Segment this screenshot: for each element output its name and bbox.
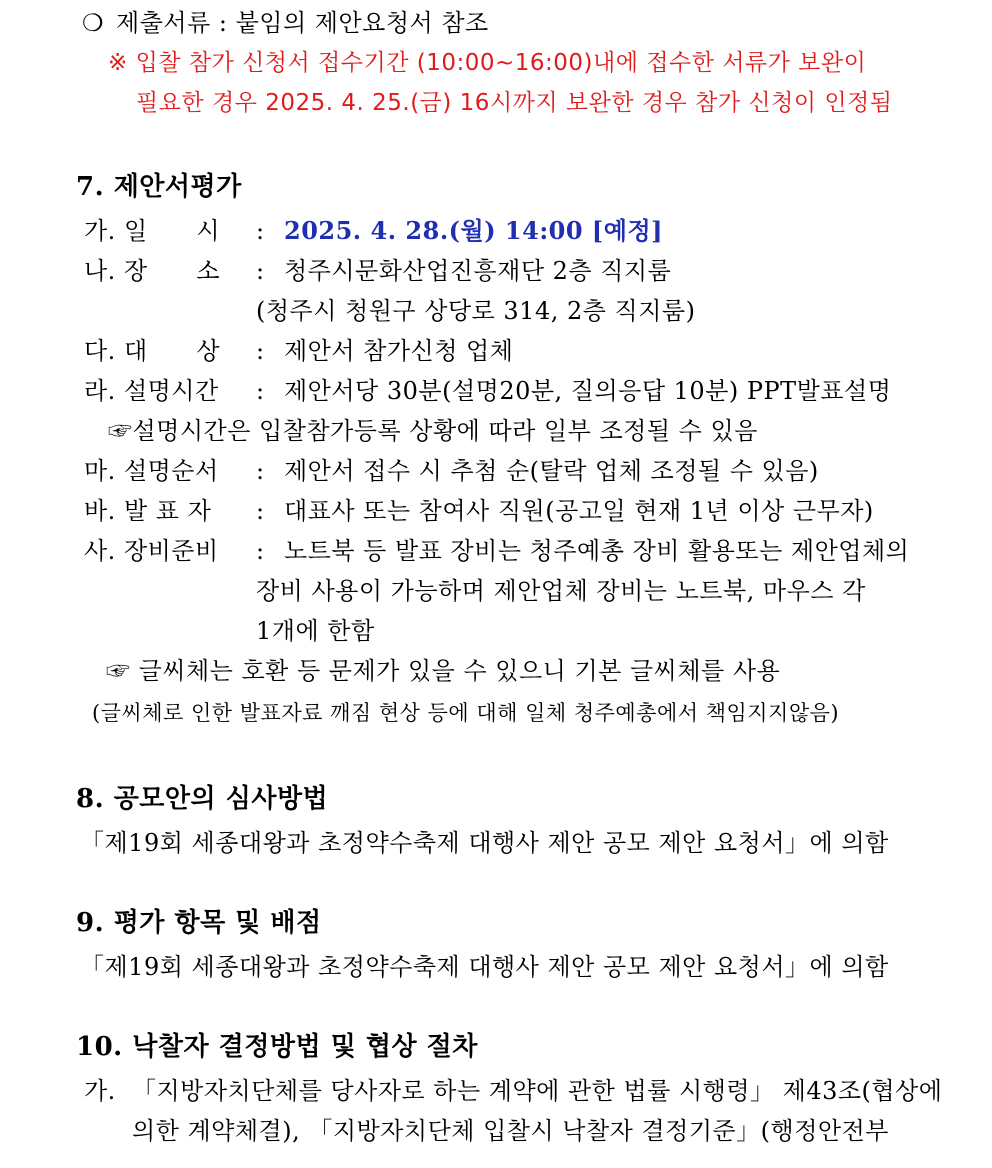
- eval-place-value: 청주시문화산업진흥재단 2층 직지룸: [284, 257, 672, 285]
- eval-order-row: 마. 설명순서 : 제안서 접수 시 추첨 순(탈락 업체 조정될 수 있음): [84, 454, 819, 488]
- notice-line-2: 필요한 경우 2025. 4. 25.(금) 16시까지 보완한 경우 참가 신청이 인정됨: [136, 90, 893, 116]
- font-note-1: ☞ 글씨체는 호환 등 문제가 있을 수 있으니 기본 글씨체를 사용: [106, 657, 781, 685]
- eval-target-value: 제안서 참가신청 업체: [284, 337, 514, 365]
- eval-place-address: (청주시 청원구 상당로 314, 2층 직지룸): [256, 297, 696, 325]
- eval-time-note: ☞설명시간은 입찰참가등록 상황에 따라 일부 조정될 수 있음: [108, 417, 758, 445]
- eval-order-value: 제안서 접수 시 추첨 순(탈락 업체 조정될 수 있음): [284, 457, 819, 485]
- eval-order-label: 마. 설명순서: [84, 457, 219, 485]
- eval-equipment-value: 노트북 등 발표 장비는 청주예총 장비 활용또는 제안업체의: [284, 537, 910, 565]
- eval-time-label: 라. 설명시간: [84, 377, 219, 405]
- section-10-item-label: 가.: [84, 1077, 116, 1105]
- eval-date-value: 2025. 4. 28.(월) 14:00 [예정]: [284, 216, 664, 245]
- eval-place-row: 나. 장 소 : 청주시문화산업진흥재단 2층 직지룸: [84, 254, 671, 288]
- section-9-title: 9. 평가 항목 및 배점: [76, 908, 322, 938]
- section-8-body: 「제19회 세종대왕과 초정약수축제 대행사 제안 공모 제안 요청서」에 의함: [80, 829, 889, 857]
- section-10-item-a: [84, 1074, 942, 1108]
- submit-docs-text: 제출서류 : 붙임의 제안요청서 참조: [116, 9, 489, 37]
- eval-presenter-label: 바. 발 표 자: [84, 497, 212, 525]
- font-note-2: (글씨체로 인한 발표자료 깨짐 현상 등에 대해 일체 청주예총에서 책임지지않음): [92, 701, 840, 725]
- section-10-line-2: 의한 계약체결), 「지방자치단체 입찰시 낙찰자 결정기준」(행정안전부: [132, 1117, 889, 1145]
- eval-equipment-line-2: 장비 사용이 가능하며 제안업체 장비는 노트북, 마우스 각: [256, 577, 866, 605]
- eval-equipment-line-3: 1개에 한함: [256, 617, 375, 645]
- eval-date-label: 가. 일 시: [84, 217, 221, 245]
- section-7-title: 7. 제안서평가: [76, 172, 242, 202]
- eval-time-value: 제안서당 30분(설명20분, 질의응답 10분) PPT발표설명: [284, 377, 892, 405]
- eval-presenter-value: 대표사 또는 참여사 직원(공고일 현재 1년 이상 근무자): [284, 497, 874, 525]
- circle-bullet-icon: ❍: [82, 9, 105, 37]
- eval-time-row: 라. 설명시간 : 제안서당 30분(설명20분, 질의응답 10분) PPT발표설명: [84, 374, 891, 408]
- eval-equipment-label: 사. 장비준비: [84, 537, 219, 565]
- section-10-line-1: 「지방자치단체를 당사자로 하는 계약에 관한 법률 시행령」 제43조(협상에: [132, 1077, 943, 1105]
- submit-docs-line: [82, 6, 489, 40]
- eval-date-row: 가. 일 시 : 2025. 4. 28.(월) 14:00 [예정]: [84, 214, 663, 248]
- section-10-title: 10. 낙찰자 결정방법 및 협상 절차: [76, 1032, 478, 1062]
- eval-place-label: 나. 장 소: [84, 257, 221, 285]
- eval-target-label: 다. 대 상: [84, 337, 221, 365]
- section-9-body: 「제19회 세종대왕과 초정약수축제 대행사 제안 공모 제안 요청서」에 의함: [80, 953, 889, 981]
- section-8-title: 8. 공모안의 심사방법: [76, 784, 329, 814]
- eval-target-row: 다. 대 상 : 제안서 참가신청 업체: [84, 334, 513, 368]
- eval-presenter-row: 바. 발 표 자 : 대표사 또는 참여사 직원(공고일 현재 1년 이상 근무자): [84, 494, 874, 528]
- eval-equipment-row: 사. 장비준비 : 노트북 등 발표 장비는 청주예총 장비 활용또는 제안업체의: [84, 534, 909, 568]
- notice-line-1: ※ 입찰 참가 신청서 접수기간 (10:00~16:00)내에 접수한 서류가 보완이: [108, 50, 867, 76]
